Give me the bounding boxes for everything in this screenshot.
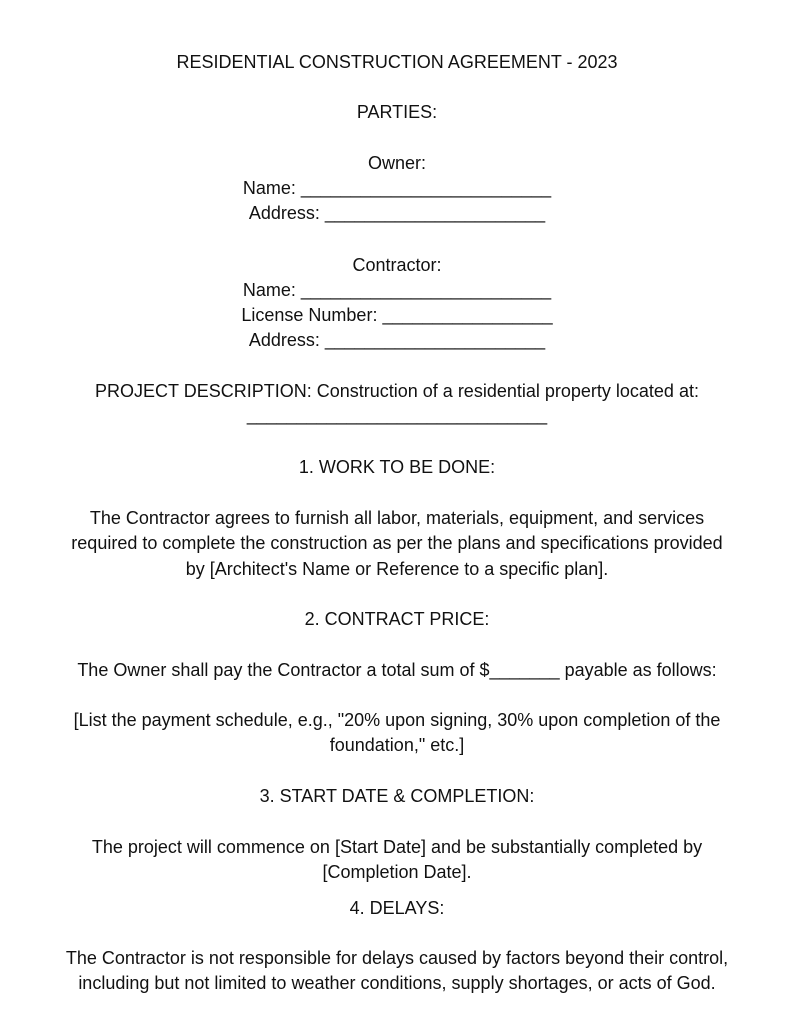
owner-heading: Owner: [367,153,427,173]
section-heading-work: 1. WORK TO BE DONE: [298,457,496,477]
section-work-text: by [Architect's Name or Reference to a specific plan]. [185,559,609,579]
contractor-heading: Contractor: [352,255,442,275]
section-dates-text: The project will commence on [Start Date] and be substantially completed by [91,837,703,857]
section-price-schedule: [List the payment schedule, e.g., "20% upon signing, 30% upon completion of the [73,710,721,730]
contractor-address-field: Address: ______________________ [248,330,546,350]
section-work-text: The Contractor agrees to furnish all labor, materials, equipment, and services [89,508,705,528]
project-location-blank: ______________________________ [246,405,548,425]
section-heading-price: 2. CONTRACT PRICE: [304,609,490,629]
section-dates-text: [Completion Date]. [322,862,472,882]
document-title: RESIDENTIAL CONSTRUCTION AGREEMENT - 2023 [176,52,618,72]
parties-heading: PARTIES: [356,102,438,122]
owner-name-field: Name: _________________________ [242,178,552,198]
section-heading-delays: 4. DELAYS: [349,898,445,918]
section-price-text: The Owner shall pay the Contractor a total sum of $_______ payable as follows: [77,660,717,680]
section-work-text: required to complete the construction as per the plans and specifications provided [71,533,723,553]
owner-address-field: Address: ______________________ [248,203,546,223]
contractor-license-field: License Number: _________________ [241,305,553,325]
section-delays-text: The Contractor is not responsible for delays caused by factors beyond their control, [65,948,729,968]
section-heading-dates: 3. START DATE & COMPLETION: [259,786,535,806]
project-description: PROJECT DESCRIPTION: Construction of a residential property located at: [95,381,699,401]
section-delays-text: including but not limited to weather conditions, supply shortages, or acts of God. [78,973,716,993]
section-price-schedule: foundation," etc.] [329,735,465,755]
contractor-name-field: Name: _________________________ [242,280,552,300]
